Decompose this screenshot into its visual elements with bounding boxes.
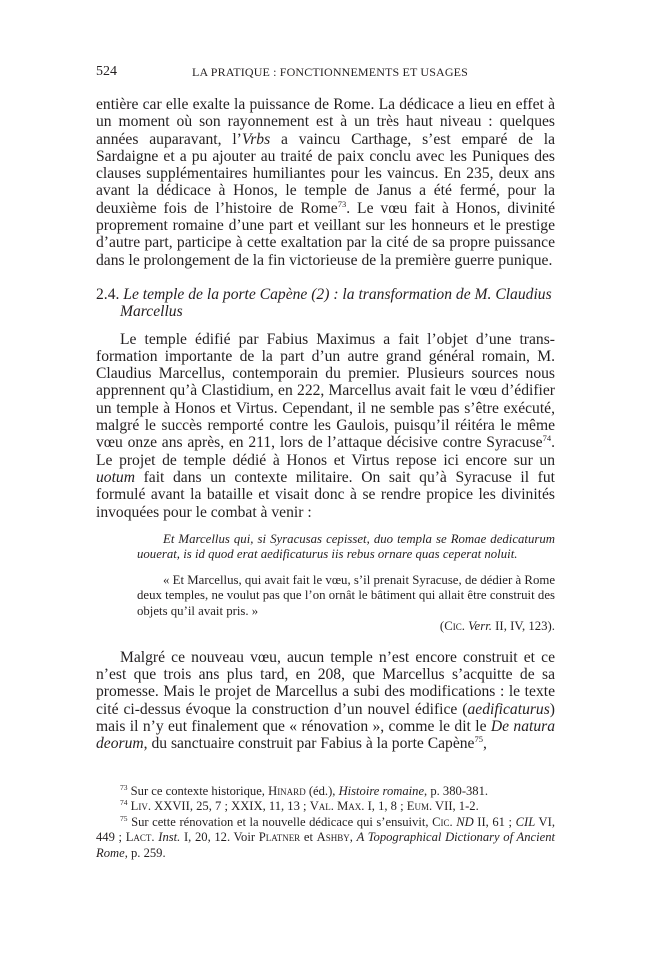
footnotes (96, 784, 555, 861)
running-head-title: LA PRATIQUE : FONCTIONNEMENTS ET USAGES (192, 65, 468, 79)
running-head (96, 64, 555, 86)
paragraph-2: Le temple édifié par Fabius Maximus a fait l’objet d’une transformation importante de la part d’un autre grand général romain, M. Claudius Marcellus, contemporain du premier. Plusieurs sources nous apprennent qu’à Clastidium, en 222, Marcellus avait fait le vœu d’édifier un temple à Honos et Virtus. Cependant, il ne semble pas s’être exécuté, malgré le succès remporté contre les Gaulois, puisqu’il réitéra le même vœu onze ans après, en 211, lors de l’attaque décisive contre Syracuse$^{74}$. Le projet de temple dédié à Honos et Virtus repose ici encore sur un uotum fait dans un contexte militaire. On sait qu’à Syracuse il fut formulé avant la bataille et visait donc à se rendre propice les divinités invoquées pour le combat à venir : (96, 330, 555, 521)
french-translation: « Et Marcellus, qui avait fait le vœu, s’il prenait Syracuse, de dédier à Rome deux temples, ne voulut pas que l’on ornât le bâtiment qui allait être construit des objets qu’il avait pris. » (137, 572, 555, 618)
footnote-ref-73[interactable]: 73 (337, 198, 347, 209)
section-number: 2.4. (96, 285, 120, 303)
paragraph-3: Malgré ce nouveau vœu, aucun temple n’est encore construit et ce n’est que trois ans plus tard, en 208, que Marcellus s’acquitte de sa promesse. Mais le projet de Marcellus a subi des modifications : le texte cité ci-dessus évoque la construction d’un nouvel édifice (aedificaturus) mais il n’y eut finalement que « rénovation », comme le dit le De natura deorum, du sanctuaire construit par Fabius à la porte Capène$^{75}$, (96, 648, 556, 753)
footnote-ref-75[interactable]: 75 (474, 734, 483, 745)
page-number: 524 (96, 64, 117, 79)
footnote-ref-74[interactable]: 74 (542, 433, 552, 444)
quote-reference: (Cic. Verr. II, IV, 123). (439, 619, 555, 634)
footnote-73: $^{73}$ Sur ce contexte historique, Hinard (éd.), Histoire romaine, p. 380-381. (120, 783, 489, 798)
section-title: Le temple de la porte Capène (2) : la transformation de M. Claudius Marcellus (120, 285, 552, 321)
page (96, 64, 555, 753)
emphasis: uotum (96, 468, 135, 486)
paragraph-1: entière car elle exalte la puissance de Rome. La dédicace a lieu en effet à un moment où son rayonnement est à un très haut niveau : quelques années auparavant, l’Vrbs a vaincu Carthage, s’est emparé de la Sardaigne et a pu ajouter au traité de paix conclu avec les Puniques des clauses supplémentaires humiliantes pour les vaincus. En 235, deux ans avant la dédicace à Honos, le temple de Janus a été fermé, pour la deuxième fois de l’histoire de Rome$^{73}$. Le vœu fait à Honos, divinité proprement romaine d’une part et veillant sur les honneurs et le prestige d’autre part, participe à cette exaltation par la cité de sa propre puissance dans le prolongement de la fin victorieuse de la première guerre punique. (96, 96, 556, 269)
latin-quote: Et Marcellus qui, si Syracusas cepisset, duo templa se Romae dedicaturum uouerat, is id quod erat aedificaturus iis rebus ornare quas ceperat noluit. (137, 531, 555, 562)
footnote-75: $^{75}$ Sur cette rénovation et la nouvelle dédicace qui s’ensuivit, Cic. ND II, 61 ; CIL VI, 449 ; Lact. Inst. I, 20, 12. Voir Platner et Ashby, A Topographical Dictionary of Ancient Rome, p. 259. (96, 813, 555, 860)
section-heading (96, 286, 555, 321)
emphasis: Vrbs (241, 130, 271, 148)
footnote-74: $^{74}$ Liv. XXVII, 25, 7 ; XXIX, 11, 13 ; Val. Max. I, 1, 8 ; Eum. VII, 1-2. (120, 798, 479, 814)
